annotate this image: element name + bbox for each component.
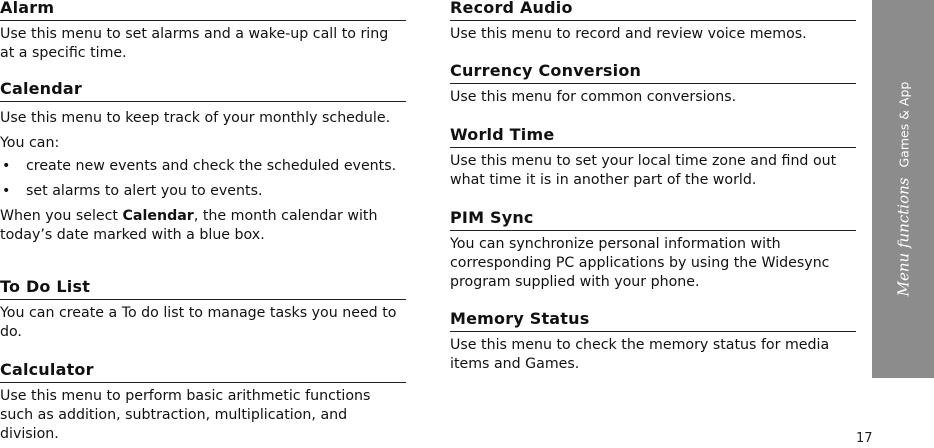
section-body: Use this menu for common conversions. (450, 89, 737, 105)
bullet-icon: • (2, 183, 11, 199)
section-calculator (0, 361, 406, 444)
you-can-label: You can: (0, 135, 60, 151)
section-body: Use this menu to set alarms and a wake-up call to ring at a specific time. (0, 26, 389, 61)
section-record-audio (450, 0, 856, 44)
section-body: You can create a To do list to manage tasks you need to do. (0, 305, 397, 340)
section-body: You can synchronize personal information with corresponding PC applications by using the Widesync program supplied with your phone. (450, 236, 830, 290)
chapter-title: Menu functions (894, 177, 913, 297)
page-number: 17 (856, 431, 873, 446)
list-item-text: set alarms to alert you to events. (26, 183, 263, 199)
section-heading: Calendar (0, 80, 406, 102)
section-currency-conversion (450, 62, 856, 107)
list-item (0, 182, 406, 201)
section-body: Use this menu to keep track of your monthly schedule. (0, 110, 391, 126)
bullet-icon: • (2, 158, 11, 174)
bullet-list (0, 157, 406, 201)
chapter-tab-label (894, 82, 913, 297)
list-item (0, 157, 406, 176)
section-body: Use this menu to record and review voice memos. (450, 26, 807, 42)
section-memory-status (450, 310, 856, 374)
section-calendar (0, 80, 406, 245)
section-heading: Currency Conversion (450, 62, 856, 84)
note-prefix: When you select (0, 208, 123, 224)
section-pim-sync (450, 209, 856, 292)
section-body: Use this menu to perform basic arithmetic functions such as addition, subtraction, multiplication, and division. (0, 388, 371, 442)
section-heading: Memory Status (450, 310, 856, 332)
section-heading: Record Audio (450, 0, 856, 21)
note-suffix: , the month calendar with today’s date marked with a blue box. (0, 208, 378, 243)
section-world-time (450, 126, 856, 190)
section-body: Use this menu to check the memory status for media items and Games. (450, 337, 830, 372)
section-body: Use this menu to set your local time zone and find out what time it is in another part of the world. (450, 153, 837, 188)
section-alarm (0, 0, 406, 63)
section-heading: To Do List (0, 278, 406, 300)
section-heading: PIM Sync (450, 209, 856, 231)
section-heading: Calculator (0, 361, 406, 383)
section-todo (0, 278, 406, 342)
section-heading: World Time (450, 126, 856, 148)
chapter-subtitle: Games & App (896, 81, 912, 168)
calendar-select-note (0, 207, 406, 245)
note-bold-term: Calendar (122, 208, 194, 224)
section-heading: Alarm (0, 0, 406, 21)
list-item-text: create new events and check the scheduled events. (26, 158, 397, 174)
